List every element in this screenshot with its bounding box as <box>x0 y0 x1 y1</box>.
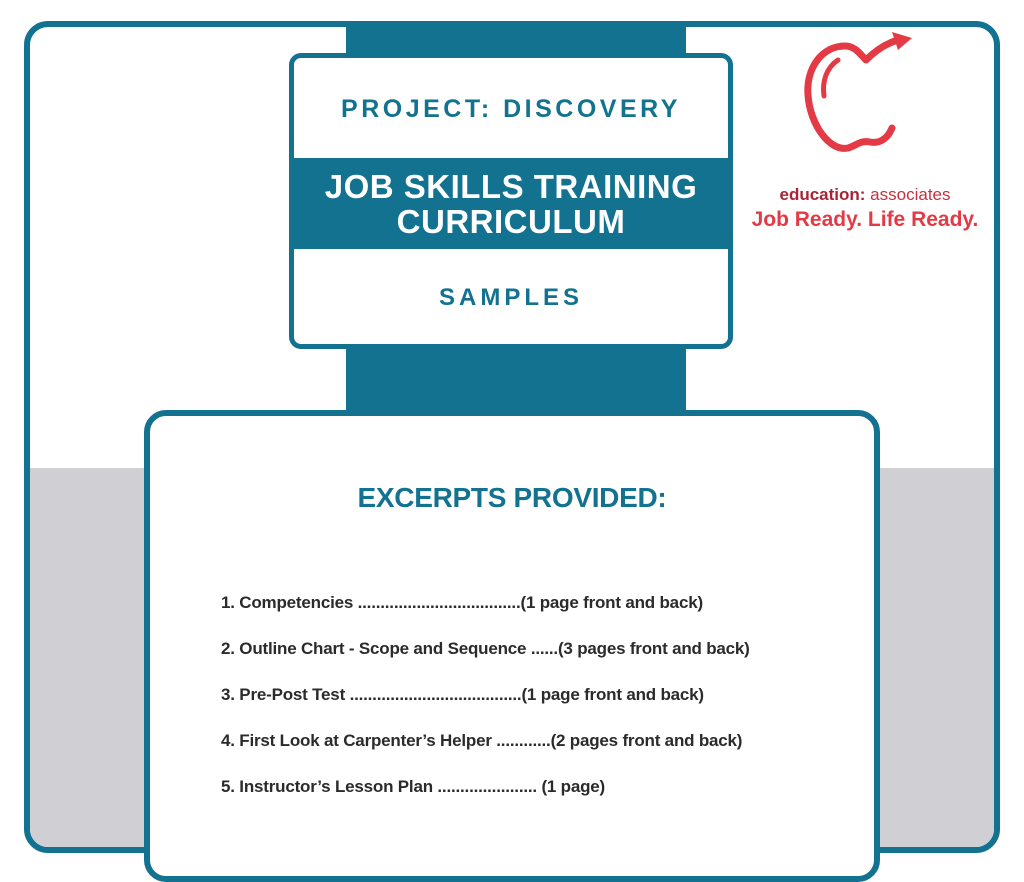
item-label: 5. Instructor’s Lesson Plan <box>221 777 438 796</box>
list-item <box>221 639 750 685</box>
title-band <box>294 158 728 249</box>
item-label: 1. Competencies <box>221 593 358 612</box>
excerpts-list <box>221 593 750 823</box>
top-connector-bar <box>346 21 686 57</box>
education-associates-logo <box>745 30 985 240</box>
item-leader-dots: ...................................... <box>349 685 522 704</box>
excerpts-heading: EXCERPTS PROVIDED: <box>357 482 667 513</box>
list-item <box>221 593 750 639</box>
item-detail: (2 pages front and back) <box>550 731 743 750</box>
list-item <box>221 731 750 777</box>
title-line-2: CURRICULUM <box>396 202 626 240</box>
title-line-1: JOB SKILLS TRAINING <box>324 167 698 205</box>
brand-name <box>745 185 985 205</box>
apple-arrow-icon <box>800 30 930 160</box>
middle-connector-bar <box>346 345 686 415</box>
item-detail: (1 page front and back) <box>521 685 704 704</box>
samples-label: SAMPLES <box>438 283 583 311</box>
excerpts-box <box>144 410 880 882</box>
item-detail: (1 page) <box>536 777 606 796</box>
item-detail: (1 page front and back) <box>520 593 703 612</box>
item-leader-dots: ...................... <box>437 777 537 796</box>
list-item <box>221 685 750 731</box>
item-label: 4. First Look at Carpenter’s Helper <box>221 731 497 750</box>
list-item <box>221 777 750 823</box>
brand-bold: education: <box>779 185 866 204</box>
item-leader-dots: ............ <box>496 731 551 750</box>
brand-light: associates <box>865 185 951 204</box>
brand-tagline: Job Ready. Life Ready. <box>751 208 979 231</box>
item-label: 2. Outline Chart - Scope and Sequence <box>221 639 531 658</box>
item-leader-dots: .................................... <box>357 593 521 612</box>
item-detail: (3 pages front and back) <box>557 639 750 658</box>
item-leader-dots: ...... <box>530 639 558 658</box>
project-label: PROJECT: DISCOVERY <box>341 94 681 123</box>
title-box <box>289 53 733 349</box>
item-label: 3. Pre-Post Test <box>221 685 350 704</box>
